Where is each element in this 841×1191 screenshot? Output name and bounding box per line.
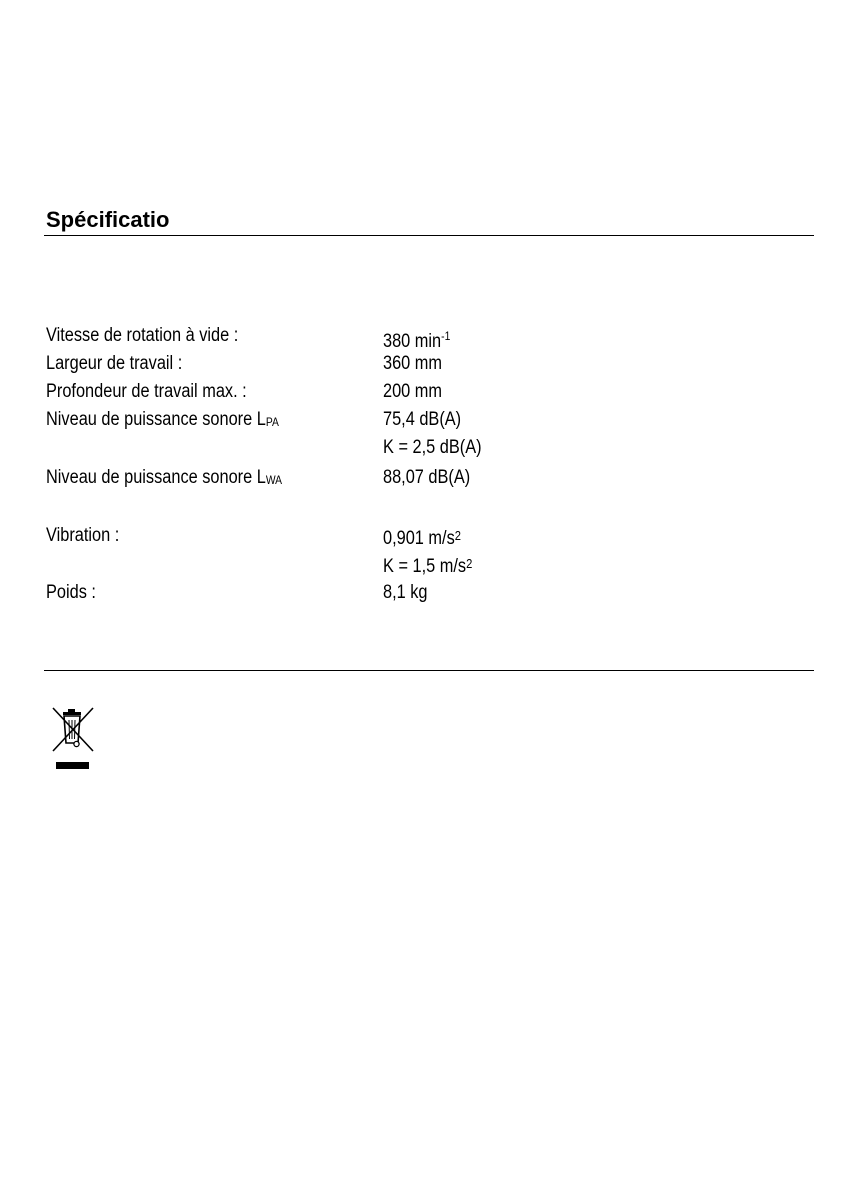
- spec-label: Vitesse de rotation à vide :: [46, 325, 239, 346]
- spec-title: Spécificatio: [46, 207, 170, 232]
- spec-value: 75,4 dB(A): [383, 409, 462, 430]
- title-underline: [44, 235, 814, 236]
- spec-row-sound-pressure: [46, 406, 746, 434]
- spec-row-vibration: [46, 522, 746, 550]
- spec-row-vibration-uncertainty: [46, 550, 746, 578]
- spec-value: 200 mm: [383, 381, 443, 402]
- spec-row-working-depth: [46, 378, 746, 406]
- spec-label: Profondeur de travail max. :: [46, 381, 247, 402]
- spec-label: Niveau de puissance sonore LPA: [46, 409, 279, 430]
- spec-label: Niveau de puissance sonore LWA: [46, 467, 283, 488]
- spec-value: 8,1 kg: [383, 582, 428, 603]
- spec-row-working-width: [46, 350, 746, 378]
- spec-label: Poids :: [46, 582, 96, 603]
- spec-label: Vibration :: [46, 525, 120, 546]
- spec-row-rotation-speed: [46, 322, 746, 350]
- spec-value: 360 mm: [383, 353, 443, 374]
- spec-value: 380 $\min^{-1}$: [383, 329, 451, 352]
- spec-row-weight: [46, 579, 746, 607]
- section-divider: [44, 670, 814, 671]
- spec-value: K = 2,5 dB(A): [383, 437, 482, 458]
- spec-row-sound-pressure-uncertainty: [46, 434, 746, 462]
- spec-label: Largeur de travail :: [46, 353, 183, 374]
- spec-value: 88,07 dB(A): [383, 467, 471, 488]
- spec-value: K = 1,5 $m/s^2$: [383, 556, 473, 577]
- spec-value: 0,901 $m/s^2$: [383, 528, 461, 549]
- crossed-out-wheelie-bin-icon: [50, 705, 96, 771]
- spec-row-sound-power: [46, 464, 746, 492]
